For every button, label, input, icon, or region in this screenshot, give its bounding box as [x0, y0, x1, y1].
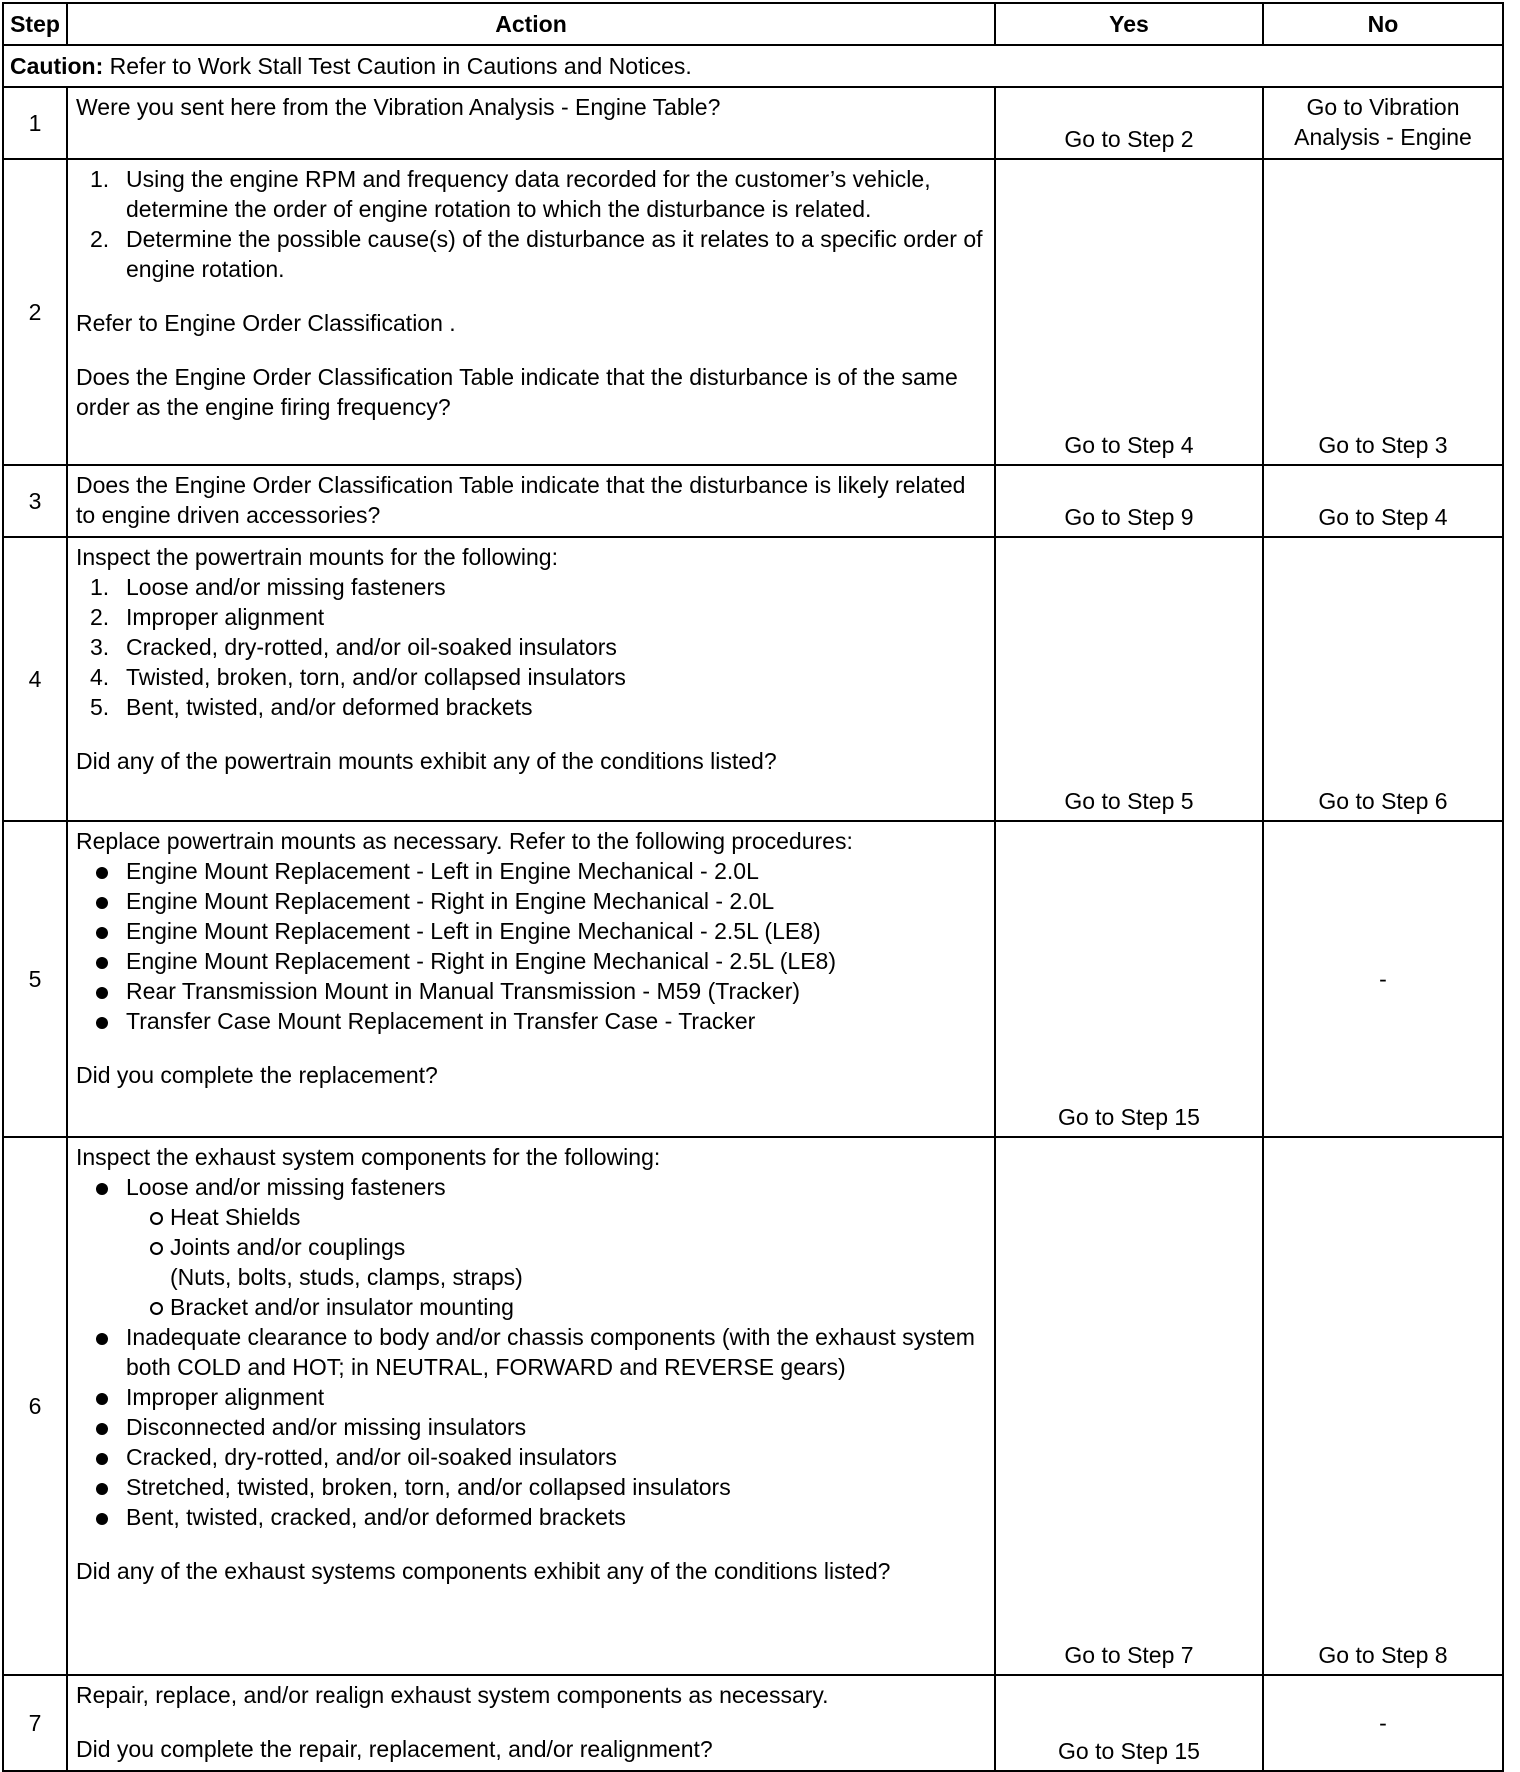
list-item — [94, 1382, 986, 1412]
action-cell — [67, 87, 995, 159]
table-row — [3, 537, 1503, 821]
sub-list-item — [94, 1202, 986, 1232]
list-item-text: Loose and/or missing fasteners — [126, 574, 446, 600]
list-item: 2. Determine the possible cause(s) of the disturbance as it relates to a specific order of engine rotation. — [90, 224, 986, 284]
table-row — [3, 1137, 1503, 1675]
header-no: No — [1263, 3, 1503, 45]
table-row — [3, 465, 1503, 537]
sub-list-item — [94, 1292, 986, 1322]
numbered-list — [76, 572, 986, 722]
list-item — [94, 1006, 986, 1036]
no-line: Analysis - Engine — [1294, 124, 1472, 150]
sub-list-item-continuation — [94, 1262, 986, 1292]
table-row — [3, 87, 1503, 159]
question-text: Does the Engine Order Classification Table indicate that the disturbance is likely related to engine driven accessories? — [76, 472, 966, 528]
table-row — [3, 1675, 1503, 1771]
list-item-text: Engine Mount Replacement - Right in Engine Mechanical - 2.5L (LE8) — [126, 948, 836, 974]
table-row — [3, 159, 1503, 465]
list-item — [94, 1442, 986, 1472]
list-item-text: Bracket and/or insulator mounting — [170, 1294, 514, 1320]
step-number: 1 — [3, 87, 67, 159]
yes-cell: Go to Step 2 — [995, 87, 1263, 159]
no-cell: - — [1263, 1675, 1503, 1771]
yes-cell: Go to Step 15 — [995, 821, 1263, 1137]
question-text: Did you complete the replacement? — [76, 1062, 438, 1088]
list-item: 1. Loose and/or missing fasteners — [90, 574, 446, 600]
sub-list-item — [94, 1232, 986, 1262]
caution-label: Caution: — [10, 53, 104, 79]
circle-bullet-icon — [150, 1242, 163, 1255]
list-item — [94, 886, 986, 916]
bullet-icon — [96, 1423, 108, 1435]
bullet-icon — [96, 1393, 108, 1405]
bullet-icon — [96, 1513, 108, 1525]
intro-text: Inspect the exhaust system components for the following: — [76, 1144, 661, 1170]
caution-cell — [3, 45, 1503, 87]
list-item — [94, 856, 986, 886]
action-cell — [67, 1675, 995, 1771]
list-item-text: Determine the possible cause(s) of the disturbance as it relates to a specific order of engine rotation. — [126, 226, 983, 282]
intro-text: Inspect the powertrain mounts for the following: — [76, 544, 558, 570]
question-text: Did you complete the repair, replacement, and/or realignment? — [76, 1736, 713, 1762]
yes-cell: Go to Step 4 — [995, 159, 1263, 465]
list-item-text: Improper alignment — [126, 604, 325, 630]
list-item — [94, 1412, 986, 1442]
list-item — [94, 946, 986, 976]
list-item-text: Cracked, dry-rotted, and/or oil-soaked insulators — [126, 634, 617, 660]
bullet-list — [76, 1172, 986, 1532]
action-cell — [67, 1137, 995, 1675]
bullet-icon — [96, 1333, 108, 1345]
list-item-text: Inadequate clearance to body and/or chassis components (with the exhaust system both COLD and HOT; in NEUTRAL, FORWARD and REVERSE gears) — [126, 1324, 975, 1380]
list-item: 5. Bent, twisted, and/or deformed brackets — [90, 694, 533, 720]
yes-cell: Go to Step 9 — [995, 465, 1263, 537]
question-text: Were you sent here from the Vibration Analysis - Engine Table? — [76, 94, 721, 120]
list-item-text: Twisted, broken, torn, and/or collapsed insulators — [126, 664, 626, 690]
list-item: 2. Improper alignment — [90, 604, 325, 630]
header-row — [3, 3, 1503, 45]
list-item-text: Loose and/or missing fasteners — [126, 1174, 446, 1200]
action-cell — [67, 159, 995, 465]
no-line: Go to Vibration — [1306, 94, 1460, 120]
intro-text: Replace powertrain mounts as necessary. Refer to the following procedures: — [76, 828, 853, 854]
list-item-text: Using the engine RPM and frequency data recorded for the customer’s vehicle, determine the order of engine rotation to which the disturbance is related. — [126, 166, 931, 222]
list-item — [94, 916, 986, 946]
bullet-icon — [96, 927, 108, 939]
bullet-icon — [96, 1483, 108, 1495]
list-item-text: Transfer Case Mount Replacement in Transfer Case - Tracker — [126, 1008, 756, 1034]
step-number: 3 — [3, 465, 67, 537]
list-item — [94, 1172, 986, 1202]
no-cell: - — [1263, 821, 1503, 1137]
table-row — [3, 821, 1503, 1137]
refer-text: Refer to Engine Order Classification . — [76, 310, 456, 336]
list-item-text: Engine Mount Replacement - Left in Engine Mechanical - 2.5L (LE8) — [126, 918, 821, 944]
bullet-icon — [96, 1183, 108, 1195]
list-item-text: Improper alignment — [126, 1384, 325, 1410]
header-action: Action — [67, 3, 995, 45]
bullet-icon — [96, 957, 108, 969]
no-cell: Go to Step 4 — [1263, 465, 1503, 537]
caution-text: Refer to Work Stall Test Caution in Cautions and Notices. — [103, 53, 692, 79]
step-number: 7 — [3, 1675, 67, 1771]
list-item: 1. Using the engine RPM and frequency data recorded for the customer’s vehicle, determine the order of engine rotation to which the disturbance is related. — [90, 164, 986, 224]
step-number: 5 — [3, 821, 67, 1137]
question-text: Does the Engine Order Classification Table indicate that the disturbance is of the same order as the engine firing frequency? — [76, 364, 958, 420]
list-item-text: Engine Mount Replacement - Left in Engine Mechanical - 2.0L — [126, 858, 759, 884]
no-cell: Go to Step 6 — [1263, 537, 1503, 821]
action-cell — [67, 537, 995, 821]
bullet-icon — [96, 1017, 108, 1029]
intro-text: Repair, replace, and/or realign exhaust system components as necessary. — [76, 1682, 829, 1708]
action-cell — [67, 465, 995, 537]
question-text: Did any of the exhaust systems components exhibit any of the conditions listed? — [76, 1558, 891, 1584]
no-cell: Go to Step 8 — [1263, 1137, 1503, 1675]
caution-row — [3, 45, 1503, 87]
no-cell: Go to Step 3 — [1263, 159, 1503, 465]
list-item-text: (Nuts, bolts, studs, clamps, straps) — [170, 1264, 523, 1290]
list-item-text: Bent, twisted, and/or deformed brackets — [126, 694, 533, 720]
list-item-text: Rear Transmission Mount in Manual Transmission - M59 (Tracker) — [126, 978, 801, 1004]
list-item-text: Cracked, dry-rotted, and/or oil-soaked insulators — [126, 1444, 617, 1470]
list-item-text: Stretched, twisted, broken, torn, and/or collapsed insulators — [126, 1474, 731, 1500]
list-item-text: Disconnected and/or missing insulators — [126, 1414, 527, 1440]
bullet-icon — [96, 867, 108, 879]
circle-bullet-icon — [150, 1212, 163, 1225]
list-item-text: Engine Mount Replacement - Right in Engine Mechanical - 2.0L — [126, 888, 775, 914]
header-yes: Yes — [995, 3, 1263, 45]
circle-bullet-icon — [150, 1302, 163, 1315]
no-cell — [1263, 87, 1503, 159]
step-number: 4 — [3, 537, 67, 821]
list-item-text: Joints and/or couplings — [170, 1234, 406, 1260]
list-item-text: Heat Shields — [170, 1204, 301, 1230]
yes-cell: Go to Step 15 — [995, 1675, 1263, 1771]
list-item: 4. Twisted, broken, torn, and/or collapsed insulators — [90, 664, 626, 690]
list-item — [94, 976, 986, 1006]
list-item: 3. Cracked, dry-rotted, and/or oil-soaked insulators — [90, 634, 617, 660]
list-item — [94, 1322, 986, 1382]
yes-cell: Go to Step 7 — [995, 1137, 1263, 1675]
header-step: Step — [3, 3, 67, 45]
diagnostic-table — [2, 2, 1504, 1772]
bullet-icon — [96, 897, 108, 909]
bullet-icon — [96, 987, 108, 999]
list-item — [94, 1502, 986, 1532]
numbered-list — [76, 164, 986, 284]
yes-cell: Go to Step 5 — [995, 537, 1263, 821]
action-cell — [67, 821, 995, 1137]
question-text: Did any of the powertrain mounts exhibit any of the conditions listed? — [76, 748, 777, 774]
list-item-text: Bent, twisted, cracked, and/or deformed brackets — [126, 1504, 626, 1530]
list-item — [94, 1472, 986, 1502]
bullet-icon — [96, 1453, 108, 1465]
bullet-list — [76, 856, 986, 1036]
step-number: 2 — [3, 159, 67, 465]
step-number: 6 — [3, 1137, 67, 1675]
